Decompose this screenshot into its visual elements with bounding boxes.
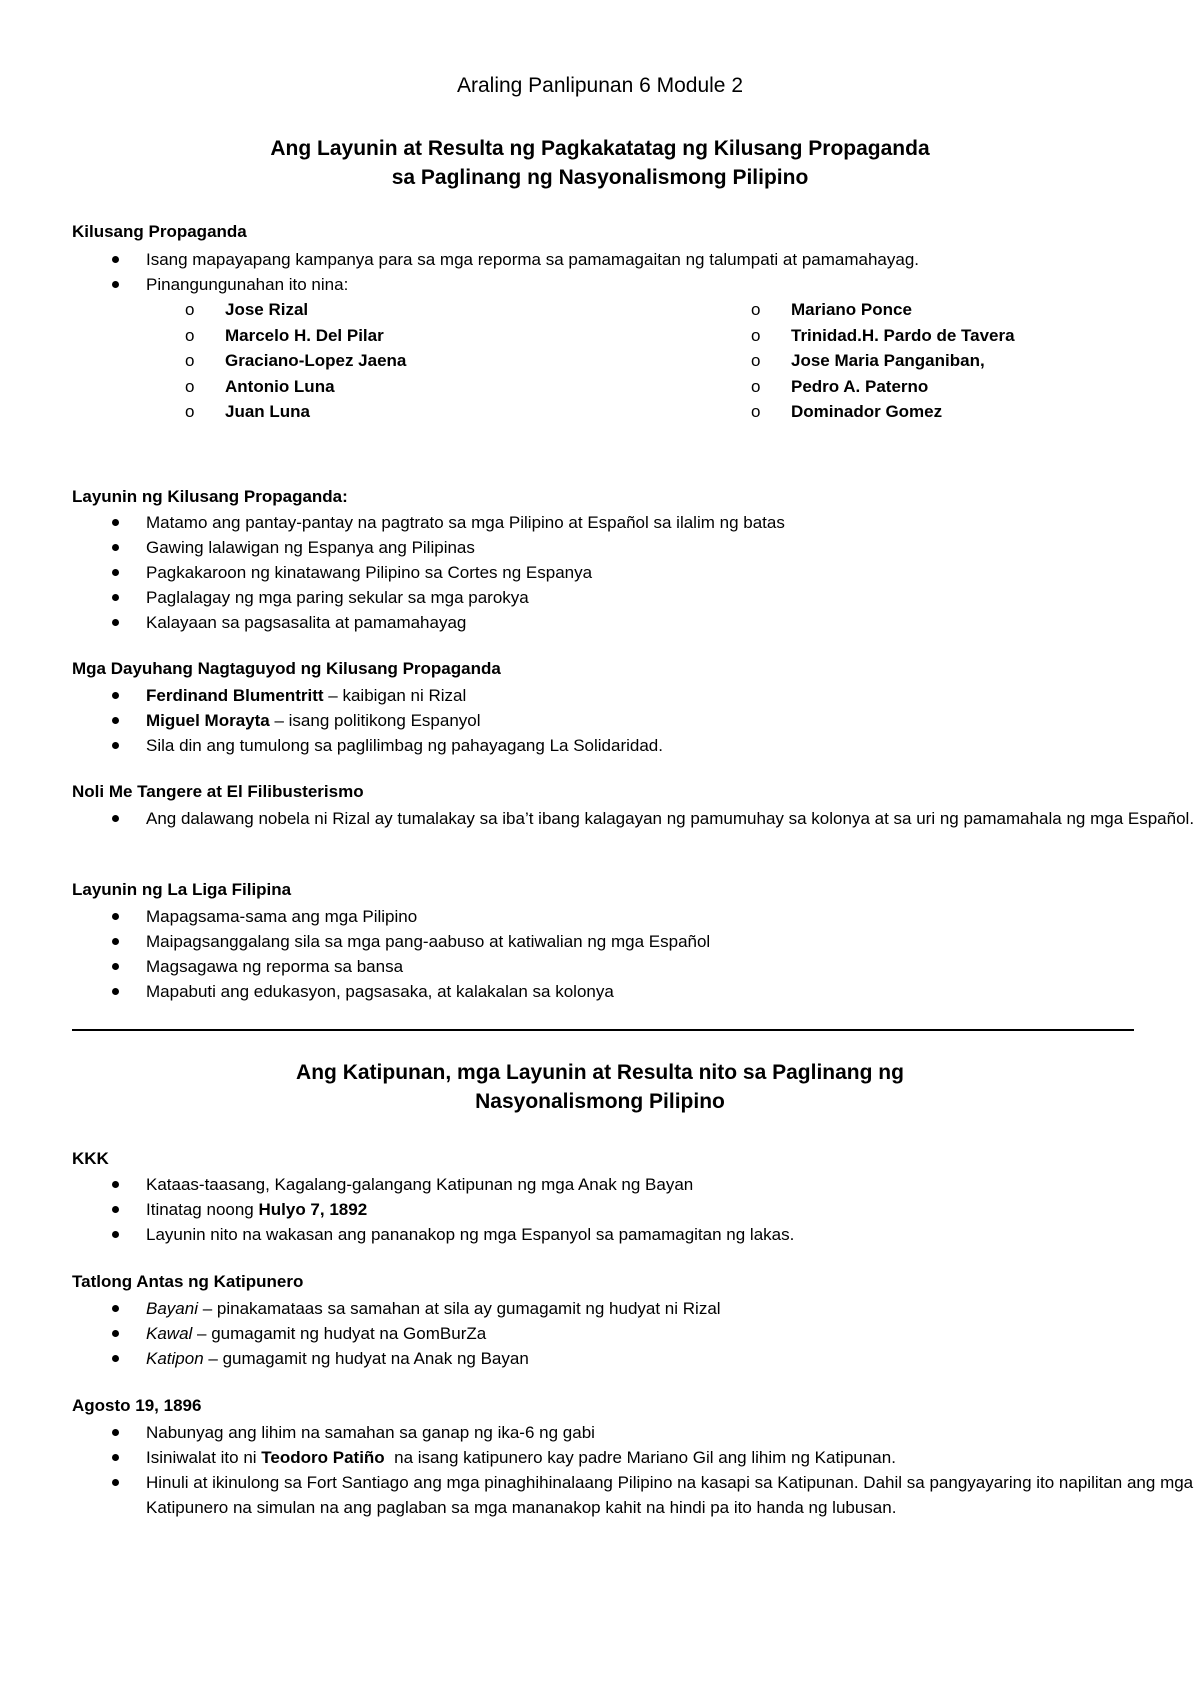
dayuhan-list bbox=[72, 683, 663, 758]
list-item bbox=[72, 1321, 721, 1346]
leader-item: o Dominador Gomez bbox=[751, 399, 1015, 425]
agosto-heading: Agosto 19, 1896 bbox=[72, 1396, 202, 1415]
list-item: Magsagawa ng reporma sa bansa bbox=[72, 954, 710, 979]
leader-item: o Jose Rizal bbox=[185, 297, 406, 323]
antas-term: Katipon bbox=[146, 1349, 204, 1368]
antas-desc: – gumagamit ng hudyat na Anak ng Bayan bbox=[203, 1349, 529, 1368]
liga-heading: Layunin ng La Liga Filipina bbox=[72, 880, 292, 899]
layunin-heading: Layunin ng Kilusang Propaganda: bbox=[72, 487, 348, 506]
list-item bbox=[72, 1346, 721, 1371]
kkk-date: Hulyo 7, 1892 bbox=[258, 1200, 368, 1219]
leader-item: o Pedro A. Paterno bbox=[751, 374, 1015, 400]
agosto-person: Teodoro Patiño bbox=[261, 1448, 385, 1467]
list-item: Isang mapayapang kampanya para sa mga reporma sa pamamagaitan ng talumpati at pamamahayag. bbox=[72, 247, 919, 272]
list-item: Maipagsanggalang sila sa mga pang-aabuso at katiwalian ng mga Español bbox=[72, 929, 710, 954]
dayuhan-name: Miguel Morayta bbox=[146, 711, 270, 730]
layunin-list bbox=[72, 510, 785, 635]
leader-item: o Mariano Ponce bbox=[751, 297, 1015, 323]
section2-title bbox=[0, 1058, 1200, 1116]
list-item: Hinuli at ikinulong sa Fort Santiago ang mga pinaghihinalaang Pilipino na kasapi sa Katipunan. Dahil sa pangyayaring ito napilitan ang mga Katipunero na simulan na ang paglaban sa mga mananakop kahit na hindi pa ito handa ng lubusan. bbox=[72, 1470, 1200, 1520]
section-divider bbox=[72, 1029, 1134, 1031]
list-item: Gawing lalawigan ng Espanya ang Pilipinas bbox=[72, 535, 785, 560]
dayuhan-desc: – kaibigan ni Rizal bbox=[323, 686, 467, 705]
leader-item: o Trinidad.H. Pardo de Tavera bbox=[751, 323, 1015, 349]
section2-title-line2: Nasyonalismong Pilipino bbox=[475, 1090, 725, 1113]
list-item bbox=[72, 683, 663, 708]
list-item: Kalayaan sa pagsasalita at pamamahayag bbox=[72, 610, 785, 635]
liga-list bbox=[72, 904, 710, 1004]
antas-desc: – pinakamataas sa samahan at sila ay gumagamit ng hudyat ni Rizal bbox=[197, 1299, 721, 1318]
agosto-list bbox=[72, 1420, 1200, 1520]
dayuhan-name: Ferdinand Blumentritt bbox=[146, 686, 324, 705]
noli-list bbox=[72, 806, 1200, 831]
list-item: Kataas-taasang, Kagalang-galangang Katipunan ng mga Anak ng Bayan bbox=[72, 1172, 794, 1197]
leader-item: o Antonio Luna bbox=[185, 374, 406, 400]
dayuhan-desc: – isang politikong Espanyol bbox=[269, 711, 481, 730]
noli-heading: Noli Me Tangere at El Filibusterismo bbox=[72, 782, 364, 801]
list-item: Mapabuti ang edukasyon, pagsasaka, at kalakalan sa kolonya bbox=[72, 979, 710, 1004]
leaders-list-left bbox=[185, 297, 406, 425]
list-item: Paglalagay ng mga paring sekular sa mga parokya bbox=[72, 585, 785, 610]
list-item: Ang dalawang nobela ni Rizal ay tumalakay sa iba’t ibang kalagayan ng pamumuhay sa kolonya at sa uri ng pamamahala ng mga Español. bbox=[72, 806, 1200, 831]
dayuhan-heading: Mga Dayuhang Nagtaguyod ng Kilusang Propaganda bbox=[72, 659, 501, 678]
antas-term: Kawal bbox=[146, 1324, 193, 1343]
list-item bbox=[72, 1296, 721, 1321]
document-title: Araling Panlipunan 6 Module 2 bbox=[456, 74, 744, 97]
dayuhan-desc: Sila din ang tumulong sa paglilimbag ng pahayagang La Solidaridad. bbox=[146, 736, 663, 755]
list-item: Mapagsama-sama ang mga Pilipino bbox=[72, 904, 710, 929]
list-item bbox=[72, 1445, 1200, 1470]
agosto-text: na isang katipunero kay padre Mariano Gil ang lihim ng Katipunan. bbox=[384, 1448, 896, 1467]
list-item bbox=[72, 733, 663, 758]
list-item: Pinangungunahan ito nina: bbox=[72, 272, 919, 297]
list-item bbox=[72, 1197, 794, 1222]
leaders-list-right bbox=[751, 297, 1015, 425]
list-item: Pagkakaroon ng kinatawang Pilipino sa Cortes ng Espanya bbox=[72, 560, 785, 585]
list-item: Matamo ang pantay-pantay na pagtrato sa mga Pilipino at Español sa ilalim ng batas bbox=[72, 510, 785, 535]
antas-list bbox=[72, 1296, 721, 1371]
kilusang-propaganda-list bbox=[72, 247, 919, 297]
kkk-date-prefix: Itinatag noong bbox=[146, 1200, 259, 1219]
list-item: Layunin nito na wakasan ang pananakop ng mga Espanyol sa pamamagitan ng lakas. bbox=[72, 1222, 794, 1247]
antas-term: Bayani bbox=[146, 1299, 198, 1318]
antas-heading: Tatlong Antas ng Katipunero bbox=[72, 1272, 304, 1291]
agosto-text: Isiniwalat ito ni bbox=[146, 1448, 262, 1467]
section1-title-line1: Ang Layunin at Resulta ng Pagkakatatag ng Kilusang Propaganda bbox=[270, 137, 930, 160]
kilusang-propaganda-heading: Kilusang Propaganda bbox=[72, 222, 247, 241]
kkk-heading: KKK bbox=[72, 1149, 109, 1168]
list-item: Nabunyag ang lihim na samahan sa ganap ng ika-6 ng gabi bbox=[72, 1420, 1200, 1445]
list-item bbox=[72, 708, 663, 733]
leader-item: o Marcelo H. Del Pilar bbox=[185, 323, 406, 349]
leader-item: o Juan Luna bbox=[185, 399, 406, 425]
leader-item: o Jose Maria Panganiban, bbox=[751, 348, 1015, 374]
leader-item: o Graciano-Lopez Jaena bbox=[185, 348, 406, 374]
section1-title bbox=[0, 134, 1200, 192]
section1-title-line2: sa Paglinang ng Nasyonalismong Pilipino bbox=[391, 166, 809, 189]
section2-title-line1: Ang Katipunan, mga Layunin at Resulta nito sa Paglinang ng bbox=[296, 1061, 904, 1084]
kkk-list bbox=[72, 1172, 794, 1247]
antas-desc: – gumagamit ng hudyat na GomBurZa bbox=[192, 1324, 487, 1343]
